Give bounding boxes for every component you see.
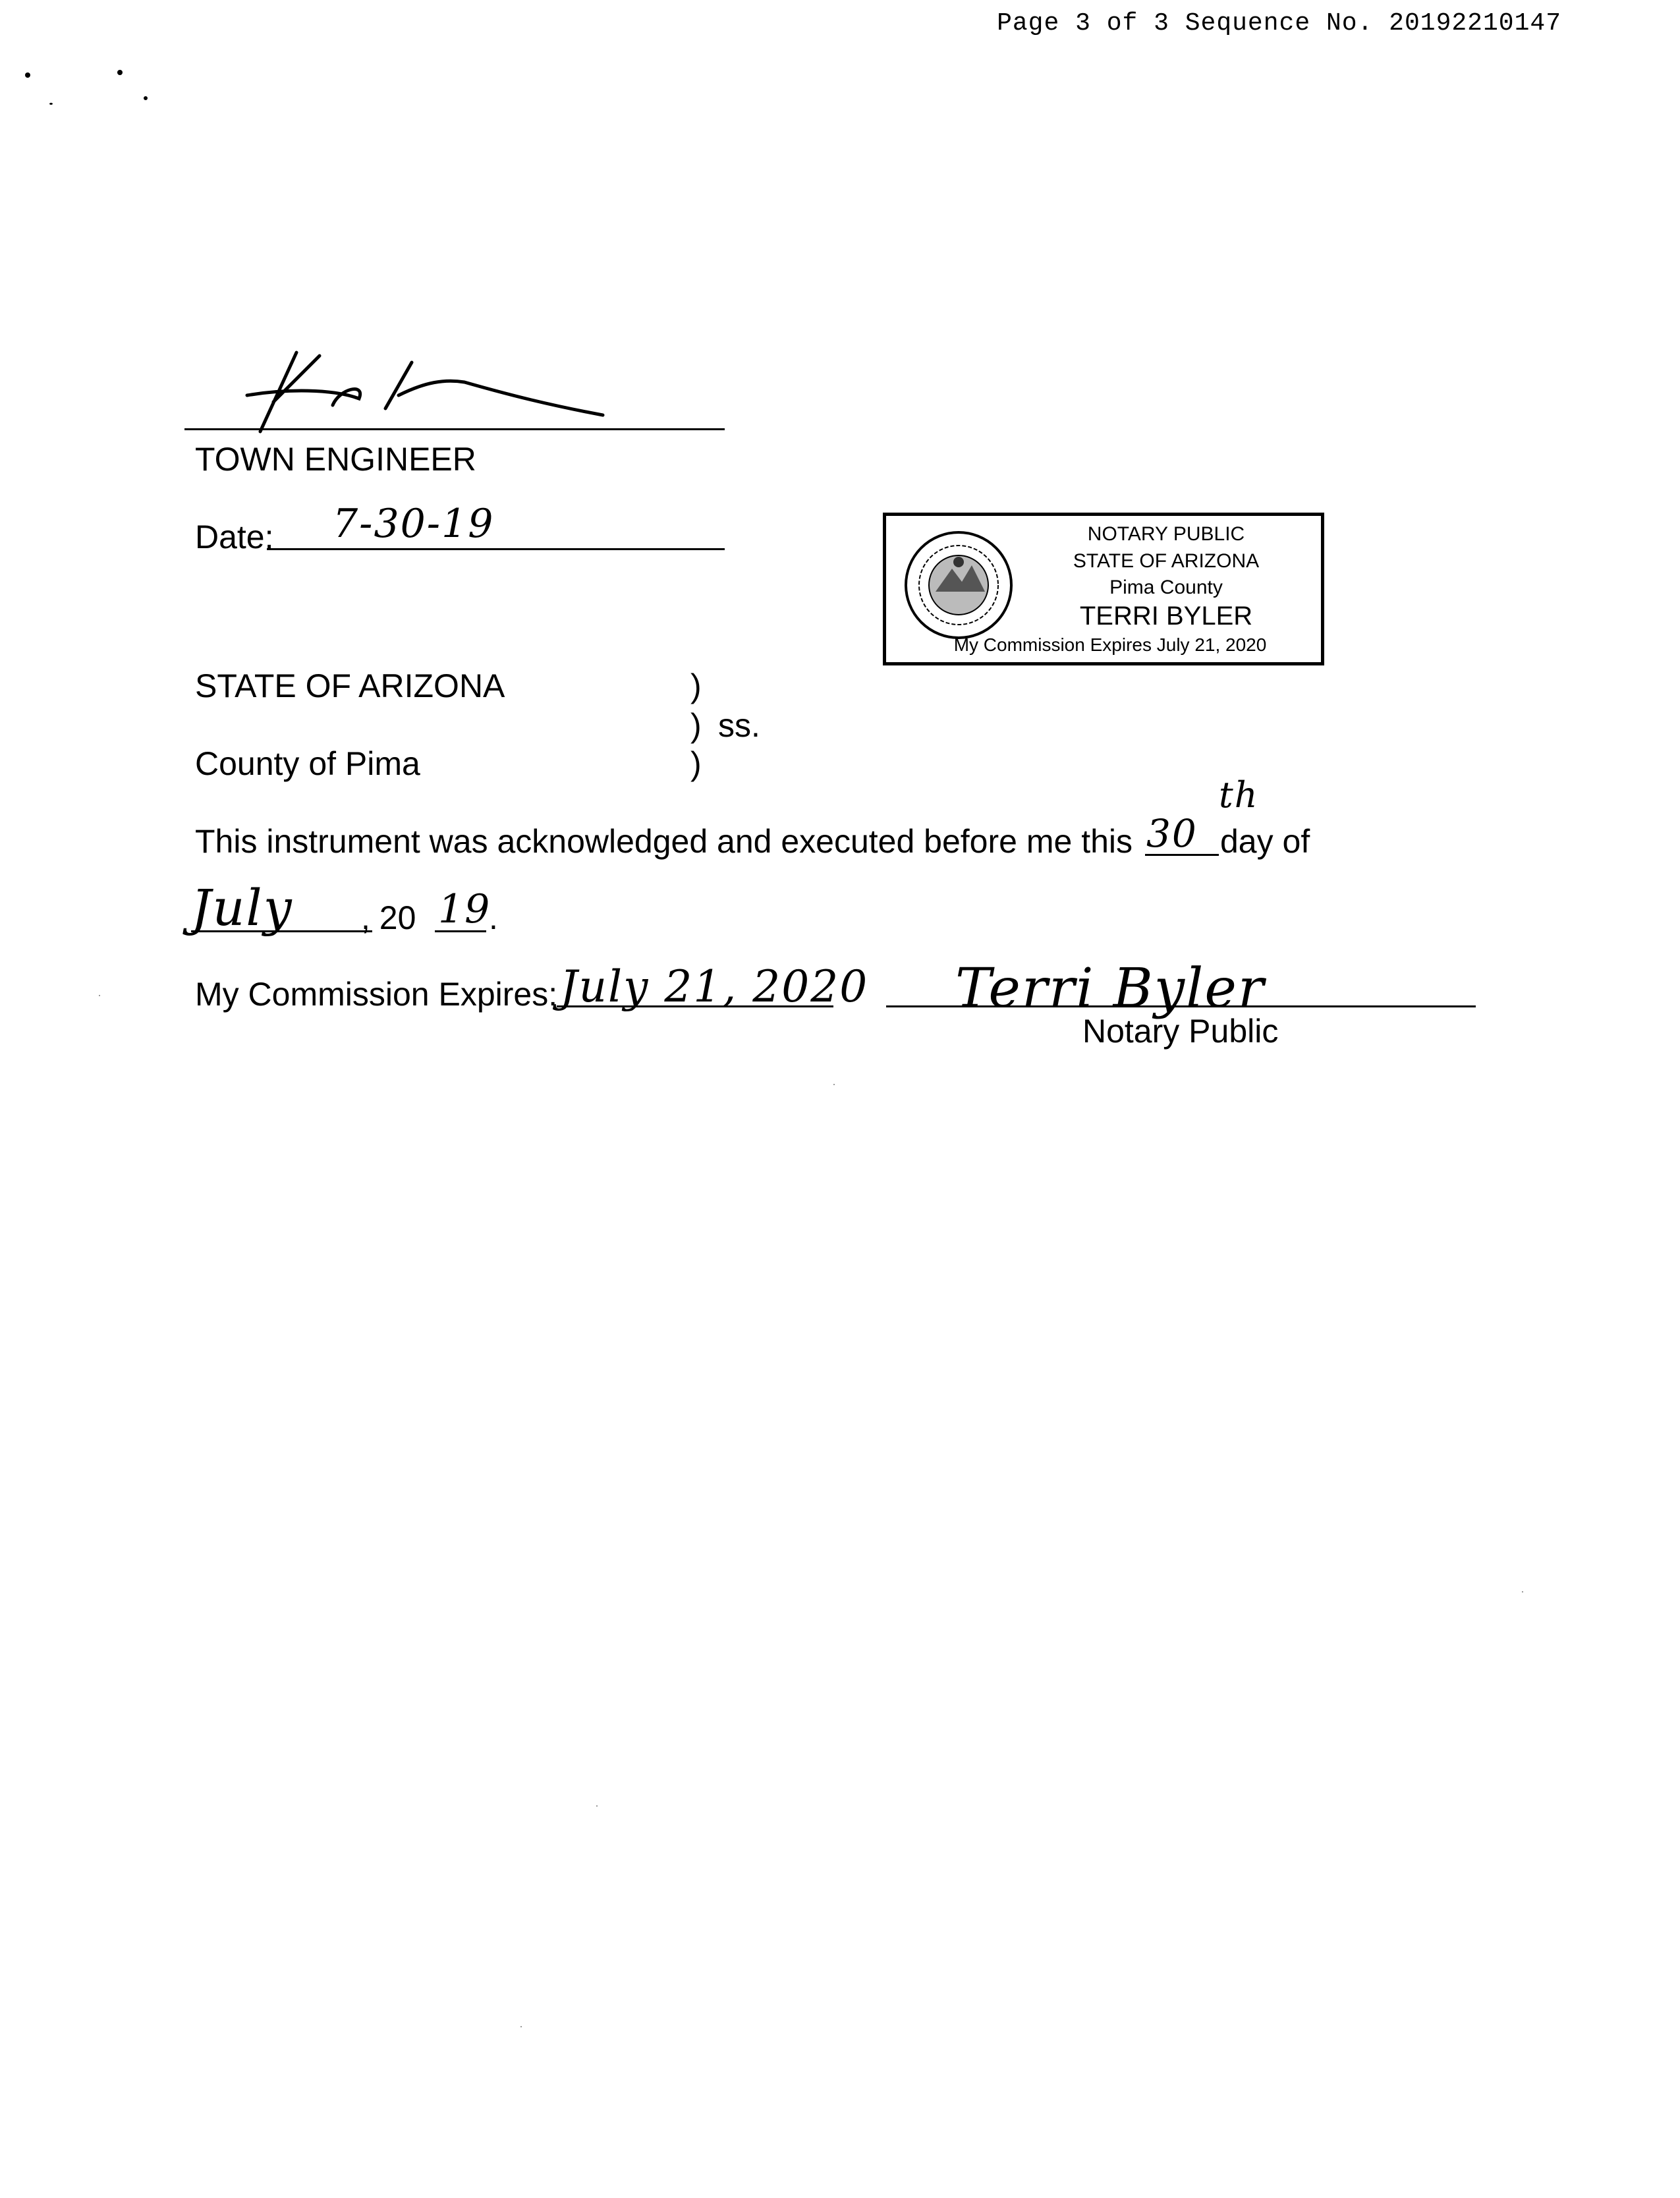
year-end: . <box>489 899 498 936</box>
acknowledgment-day-of: day of <box>1220 823 1310 860</box>
scan-speck <box>117 70 123 75</box>
scan-dot <box>1522 1591 1523 1592</box>
venue-county: County of Pima <box>195 745 420 782</box>
scan-dot <box>833 1084 835 1085</box>
scan-dot <box>596 1805 598 1807</box>
commission-expires-label: My Commission Expires: <box>195 976 558 1013</box>
stamp-line-county: Pima County <box>1109 577 1223 598</box>
stamp-notary-name: TERRI BYLER <box>1079 602 1253 631</box>
town-engineer-title: TOWN ENGINEER <box>195 441 476 478</box>
scan-dot <box>99 995 100 996</box>
venue-ss: ss. <box>718 707 760 744</box>
page-sequence-header: Page 3 of 3 Sequence No. 20192210147 <box>997 9 1561 38</box>
day-line <box>1145 854 1219 856</box>
venue-paren-bottom: ) <box>690 745 702 782</box>
stamp-line-state: STATE OF ARIZONA <box>1073 550 1260 572</box>
scan-speck <box>49 103 53 105</box>
acknowledgment-text: This instrument was acknowledged and executed before me this <box>195 823 1133 860</box>
date-line <box>267 548 725 550</box>
town-engineer-signature <box>234 343 609 435</box>
notary-public-label: Notary Public <box>1082 1013 1279 1050</box>
scan-dot <box>520 2026 522 2027</box>
venue-state: STATE OF ARIZONA <box>195 667 505 704</box>
commission-expires-value-handwritten: July 21, 2020 <box>560 961 869 1012</box>
signature-line <box>184 428 725 430</box>
venue-paren-top: ) <box>690 667 702 704</box>
year-line <box>435 930 486 932</box>
notary-stamp <box>883 513 1324 665</box>
arizona-state-seal-icon <box>903 529 1015 641</box>
month-value-handwritten: July <box>191 878 293 937</box>
day-value-handwritten: 30 <box>1146 811 1198 856</box>
day-suffix-handwritten: th <box>1219 774 1259 816</box>
month-line <box>191 930 372 932</box>
year-prefix: , 20 <box>361 899 416 936</box>
commission-line <box>557 1005 833 1007</box>
venue-paren-middle: ) <box>690 707 702 744</box>
date-value-handwritten: 7-30-19 <box>333 501 495 547</box>
date-label: Date: <box>195 519 274 555</box>
scan-speck <box>144 96 148 100</box>
scan-speck <box>25 72 30 78</box>
notary-signature-handwritten: Terri Byler <box>955 957 1266 1020</box>
stamp-commission-expires: My Commission Expires July 21, 2020 <box>953 634 1267 655</box>
notary-signature-line <box>886 1005 1476 1007</box>
year-value-handwritten: 19 <box>438 886 491 932</box>
stamp-line-notary-public: NOTARY PUBLIC <box>1087 523 1245 545</box>
